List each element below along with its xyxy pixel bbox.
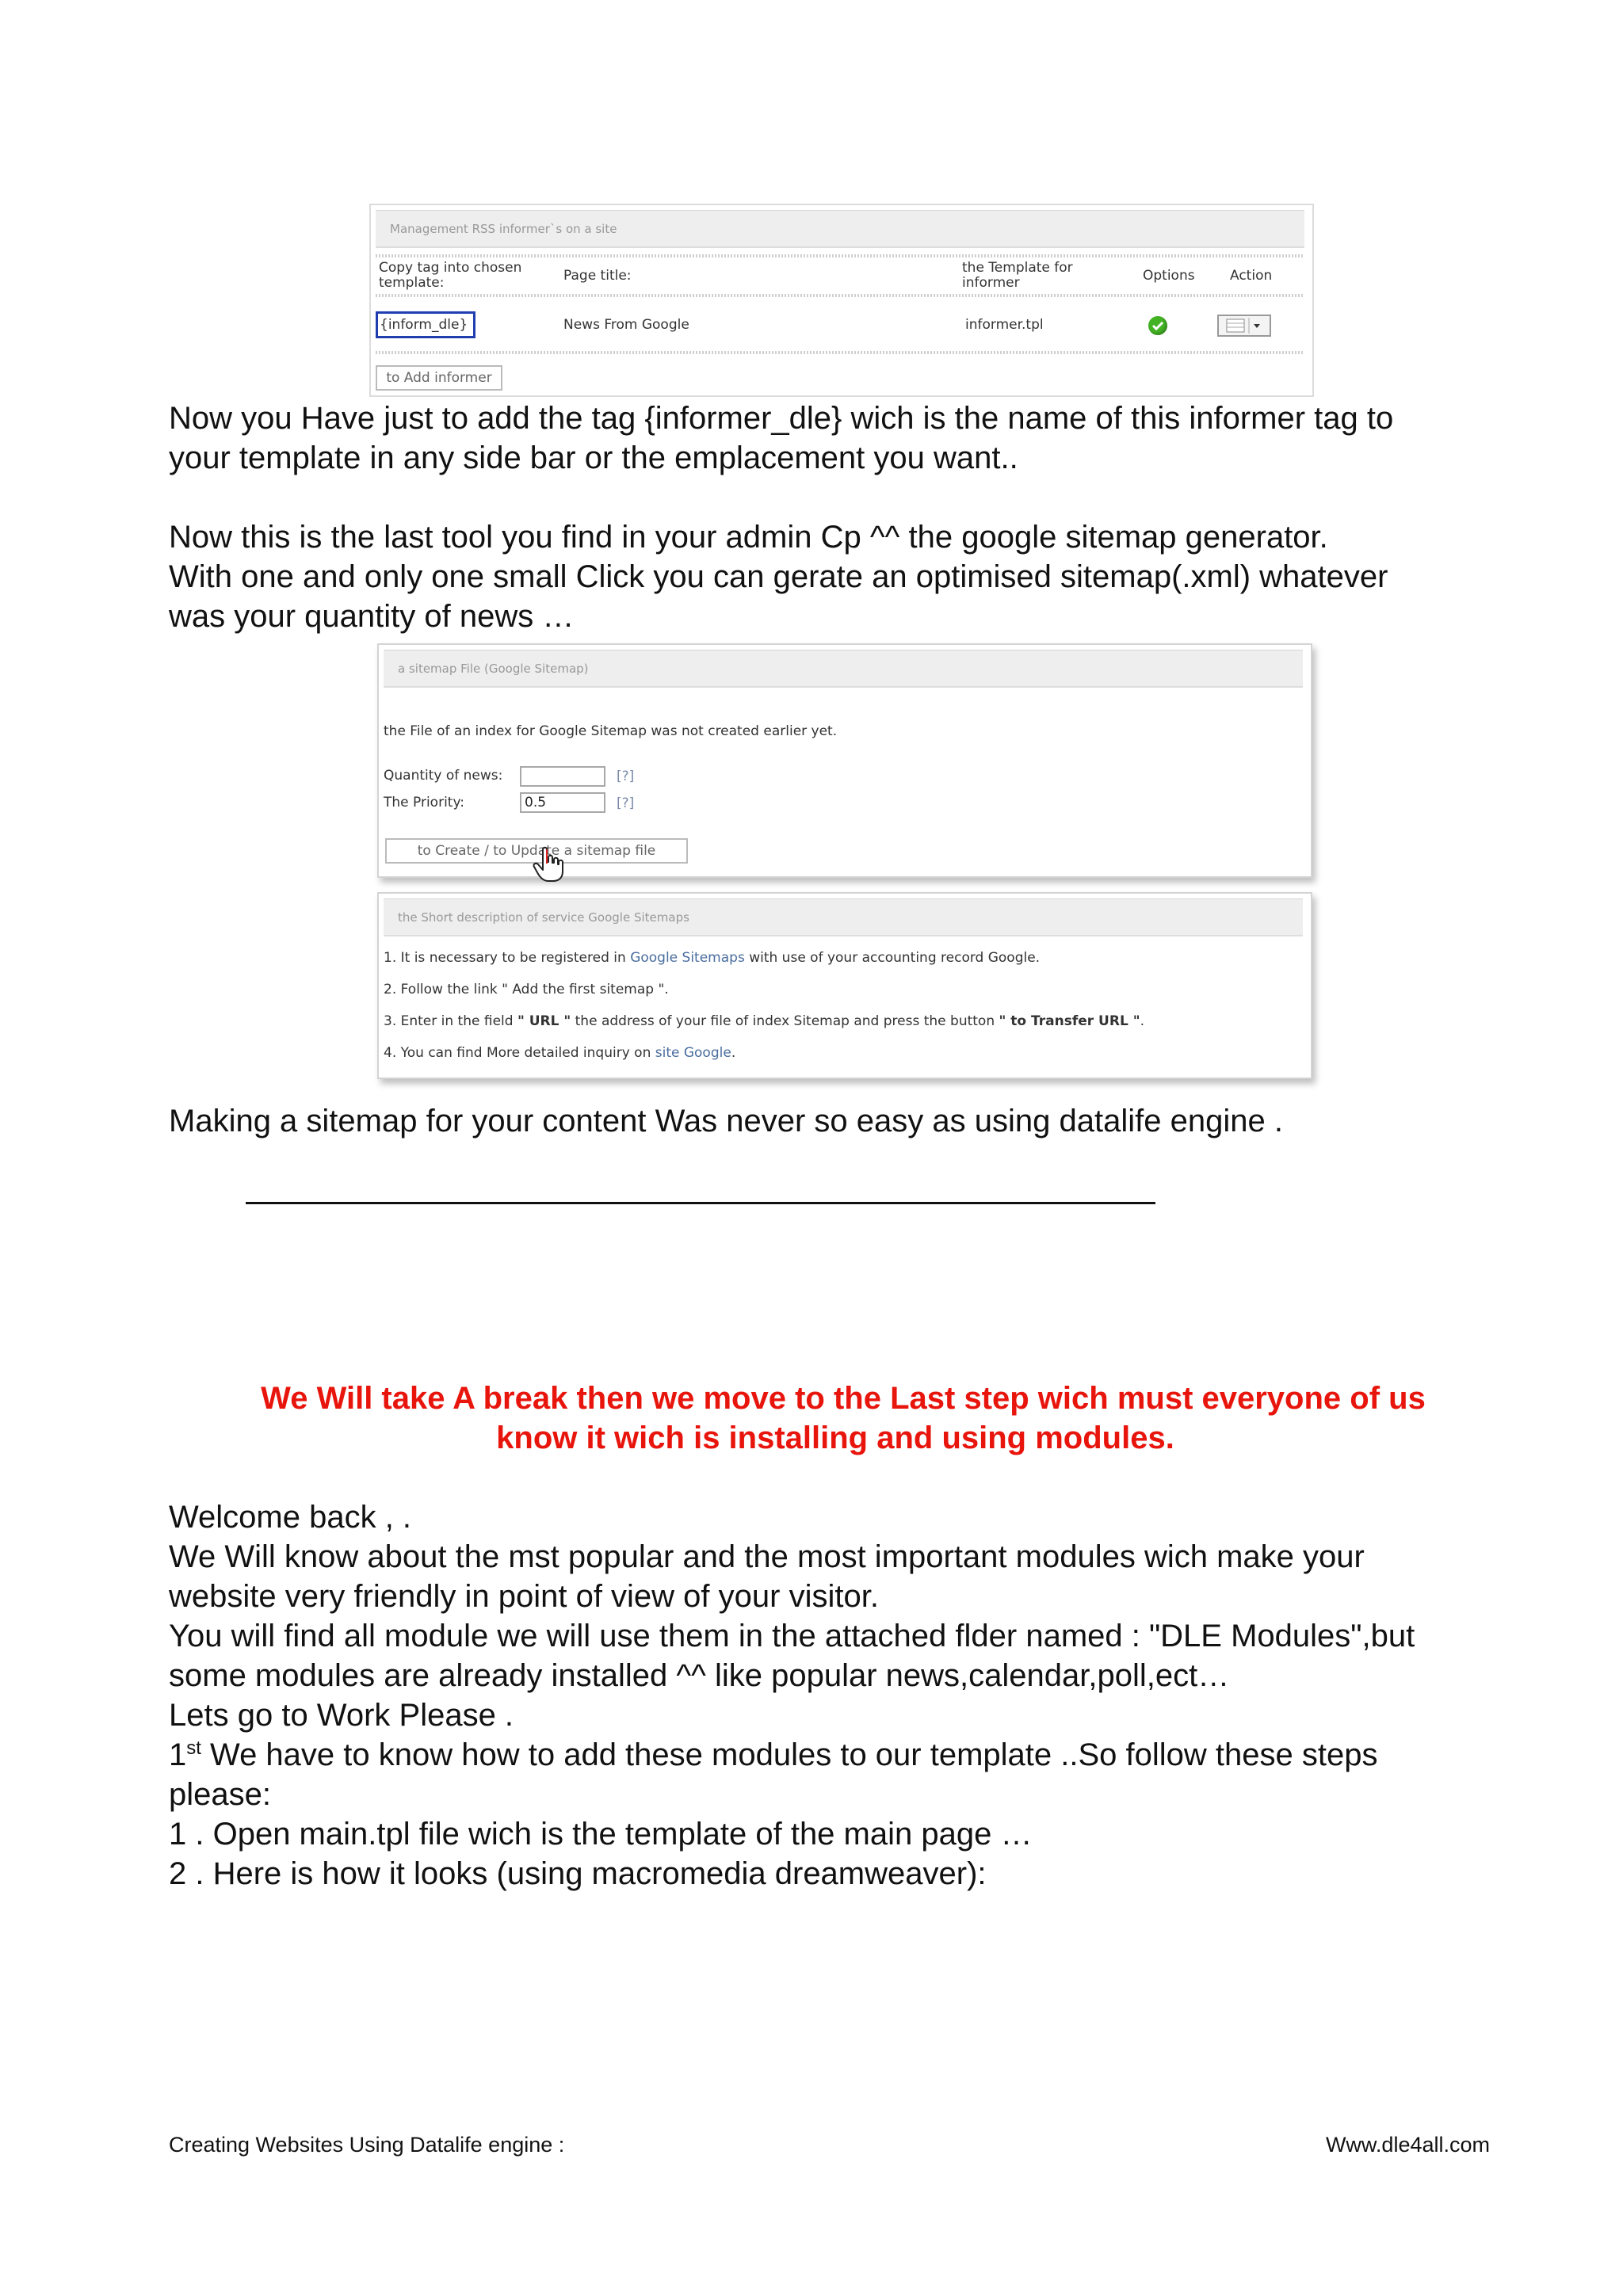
priority-label: The Priority: [384,795,465,810]
footer-left: Creating Websites Using Datalife engine : [169,2133,565,2157]
description-screenshot [377,892,1312,1079]
hand-cursor-icon [533,846,564,886]
priority-help[interactable]: [?] [617,795,635,811]
paragraph-line: Now this is the last tool you find in your admin Cp ^^ the google sitemap generator. [169,520,1328,555]
site-google-link[interactable]: site Google [655,1045,731,1061]
first-step-number: 1 [169,1737,187,1772]
first-step-continuation: please: [169,1777,271,1812]
col-template: the Template for informer [962,260,1073,291]
col-copy-tag: Copy tag into chosen template: [379,260,522,291]
step-4-text-b: . [731,1045,736,1061]
rss-panel-title-bar [376,210,1304,248]
informer-template: informer.tpl [965,317,1044,333]
google-sitemaps-link[interactable]: Google Sitemaps [630,950,745,966]
quantity-help[interactable]: [?] [617,769,635,784]
paragraph-line: Now you Have just to add the tag {informer_dle} wich is the name of this informer tag to [169,401,1394,436]
paragraph-line: You will find all module we will use them in the attached flder named : "DLE Modules",but [169,1619,1415,1653]
paragraph-sitemap-intro [169,517,1388,636]
sitemap-screenshot [377,643,1312,878]
step-3 [384,1014,1144,1029]
step-1 [384,951,1040,966]
informer-tag-field[interactable]: {inform_dle} [376,311,475,338]
step-3-button-name: " to Transfer URL " [999,1013,1140,1029]
step-4 [384,1046,735,1061]
paragraph-line: Welcome back , . [169,1500,412,1535]
step-3-url: " URL " [517,1013,571,1029]
paragraph-line: With one and only one small Click you can gerate an optimised sitemap(.xml) whatever [169,559,1388,594]
paragraph-add-tag [169,399,1393,478]
quantity-label: Quantity of news: [384,768,503,784]
separator-line [246,1202,1155,1204]
step-3-text-c: . [1140,1013,1144,1029]
sitemap-status: the File of an index for Google Sitemap was not created earlier yet. [384,723,838,739]
list-item: 2 . Here is how it looks (using macromedia dreamweaver): [169,1856,987,1891]
col-page-title: Page title: [563,268,632,284]
informer-page-title: News From Google [563,317,689,333]
paragraph-line: some modules are already installed ^^ like popular news,calendar,poll,ect… [169,1658,1230,1693]
description-title-bar [384,898,1303,936]
break-note-line-1: We Will take A break then we move to the Last step wich must everyone of us [261,1381,1426,1416]
step-3-text-b: the address of your file of index Sitemap and press the button [571,1013,999,1029]
quantity-input[interactable] [520,766,605,787]
col-action: Action [1230,268,1273,284]
action-dropdown[interactable] [1217,315,1271,337]
paragraph-sitemap-easy: Making a sitemap for your content Was never so easy as using datalife engine . [169,1104,1283,1138]
rss-panel-title: Management RSS informer`s on a site [390,221,617,236]
first-step-text: We have to know how to add these modules to our template ..So follow these steps [200,1737,1378,1772]
list-item: 1 . Open main.tpl file wich is the template of the main page … [169,1817,1033,1852]
first-step-line [169,1735,1415,1775]
paragraph-line: your template in any side bar or the emplacement you want.. [169,441,1018,475]
step-3-text-a: 3. Enter in the field [384,1013,517,1029]
step-4-text-a: 4. You can find More detailed inquiry on [384,1045,655,1061]
sitemap-title: a sitemap File (Google Sitemap) [398,661,589,676]
sitemap-title-bar [384,650,1303,688]
check-icon [1148,316,1167,335]
footer-right[interactable]: Www.dle4all.com [1325,2133,1490,2157]
create-sitemap-button[interactable]: to Create / to Update a sitemap file [385,838,688,864]
description-title: the Short description of service Google Sitemaps [398,910,689,925]
col-options: Options [1143,268,1195,284]
paragraph-line: Lets go to Work Please . [169,1698,514,1733]
first-step-suffix: st [186,1737,201,1759]
rss-informer-screenshot [369,204,1314,397]
step-2: 2. Follow the link " Add the first sitemap ". [384,982,669,997]
paragraph-line: We Will know about the mst popular and the most important modules wich make your [169,1539,1365,1574]
paragraph-line: website very friendly in point of view of your visitor. [169,1579,879,1614]
paragraph-line: was your quantity of news … [169,599,575,634]
step-1-text-a: 1. It is necessary to be registered in [384,950,631,966]
step-1-text-b: with use of your accounting record Google. [744,950,1041,966]
priority-input[interactable]: 0.5 [520,792,605,813]
add-informer-button[interactable]: to Add informer [376,365,502,391]
break-note-line-2: know it wich is installing and using modules. [496,1421,1174,1455]
paragraph-modules [169,1497,1415,1894]
